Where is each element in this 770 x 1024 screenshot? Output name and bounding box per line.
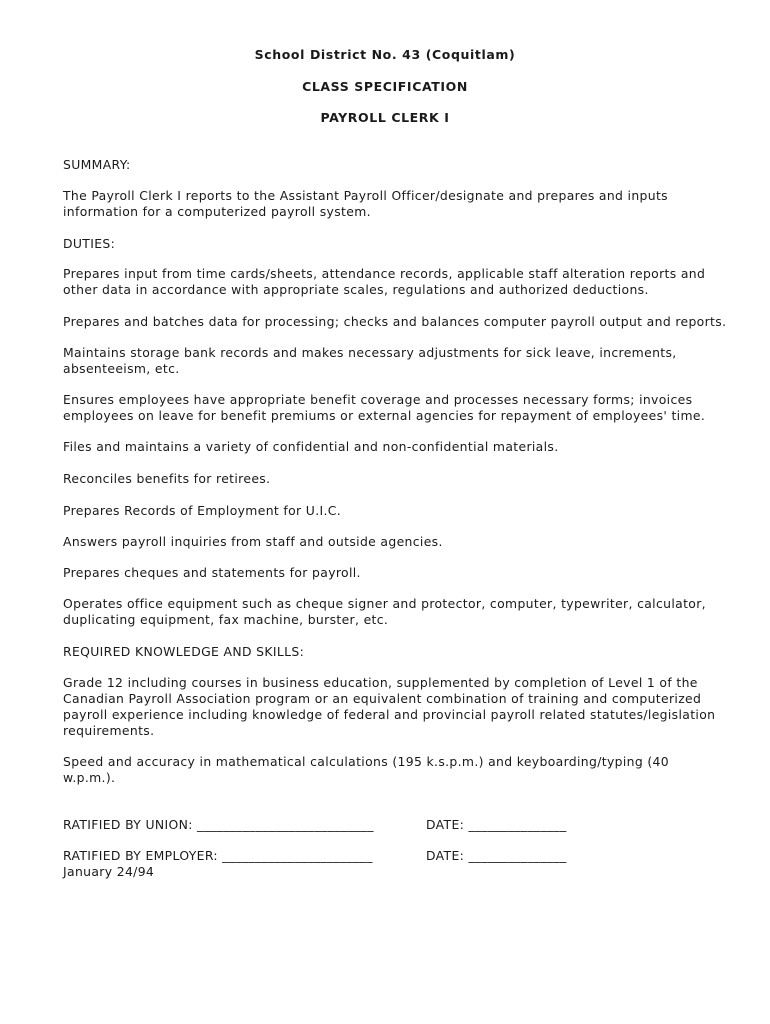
requirement-line: Grade 12 including courses in business education, supplemented by completion of Level 1 of the — [63, 675, 698, 690]
document-date: January 24/94 — [63, 864, 155, 879]
duty-line: Answers payroll inquiries from staff and outside agencies. — [63, 534, 443, 549]
requirements-heading: REQUIRED KNOWLEDGE AND SKILLS: — [63, 644, 305, 659]
duty-item — [63, 266, 713, 298]
duty-item — [63, 345, 713, 377]
requirement-item — [63, 675, 716, 739]
union-date-line: DATE: _______________ — [426, 817, 567, 832]
duty-item — [63, 503, 713, 519]
duty-item — [63, 314, 727, 330]
duty-line: employees on leave for benefit premiums or external agencies for repayment of employees' time. — [63, 408, 706, 423]
spec-type-title: CLASS SPECIFICATION — [302, 79, 468, 94]
summary-line: information for a computerized payroll system. — [63, 204, 371, 219]
duty-line: Ensures employees have appropriate benefit coverage and processes necessary forms; invoices — [63, 392, 693, 407]
duty-line: Reconciles benefits for retirees. — [63, 471, 271, 486]
duty-line: Prepares and batches data for processing; checks and balances computer payroll output and reports. — [63, 314, 727, 329]
position-title: PAYROLL CLERK I — [320, 110, 450, 125]
duty-item — [63, 565, 713, 581]
duties-heading: DUTIES: — [63, 236, 116, 251]
union-ratification-line: RATIFIED BY UNION: ___________________________ — [63, 817, 374, 832]
duty-item — [63, 439, 713, 455]
requirement-line: w.p.m.). — [63, 770, 116, 785]
duty-line: Operates office equipment such as cheque signer and protector, computer, typewriter, calculator, — [63, 596, 706, 611]
summary-paragraph — [63, 188, 713, 220]
requirement-line: Speed and accuracy in mathematical calculations (195 k.s.p.m.) and keyboarding/typing (40 — [63, 754, 670, 769]
duty-line: Maintains storage bank records and makes necessary adjustments for sick leave, increments, — [63, 345, 677, 360]
employer-ratification-line: RATIFIED BY EMPLOYER: _______________________ — [63, 848, 373, 863]
duty-line: absenteeism, etc. — [63, 361, 180, 376]
employer-date-line: DATE: _______________ — [426, 848, 567, 863]
duty-line: Prepares input from time cards/sheets, attendance records, applicable staff alteration reports and — [63, 266, 706, 281]
duty-line: duplicating equipment, fax machine, burster, etc. — [63, 612, 389, 627]
duty-item — [63, 471, 713, 487]
requirement-item — [63, 754, 713, 786]
summary-line: The Payroll Clerk I reports to the Assistant Payroll Officer/designate and prepares and inputs — [63, 188, 668, 203]
duty-item — [63, 596, 713, 628]
summary-heading: SUMMARY: — [63, 157, 131, 172]
duty-line: Files and maintains a variety of confidential and non-confidential materials. — [63, 439, 559, 454]
duty-item — [63, 392, 713, 424]
duty-line: Prepares Records of Employment for U.I.C. — [63, 503, 342, 518]
requirement-line: Canadian Payroll Association program or an equivalent combination of training and computerized — [63, 691, 702, 706]
requirement-line: requirements. — [63, 723, 155, 738]
duty-line: other data in accordance with appropriate scales, regulations and authorized deductions. — [63, 282, 649, 297]
district-title: School District No. 43 (Coquitlam) — [254, 47, 516, 62]
duty-item — [63, 534, 713, 550]
requirement-line: payroll experience including knowledge of federal and provincial payroll related statutes/legislation — [63, 707, 716, 722]
duty-line: Prepares cheques and statements for payroll. — [63, 565, 361, 580]
